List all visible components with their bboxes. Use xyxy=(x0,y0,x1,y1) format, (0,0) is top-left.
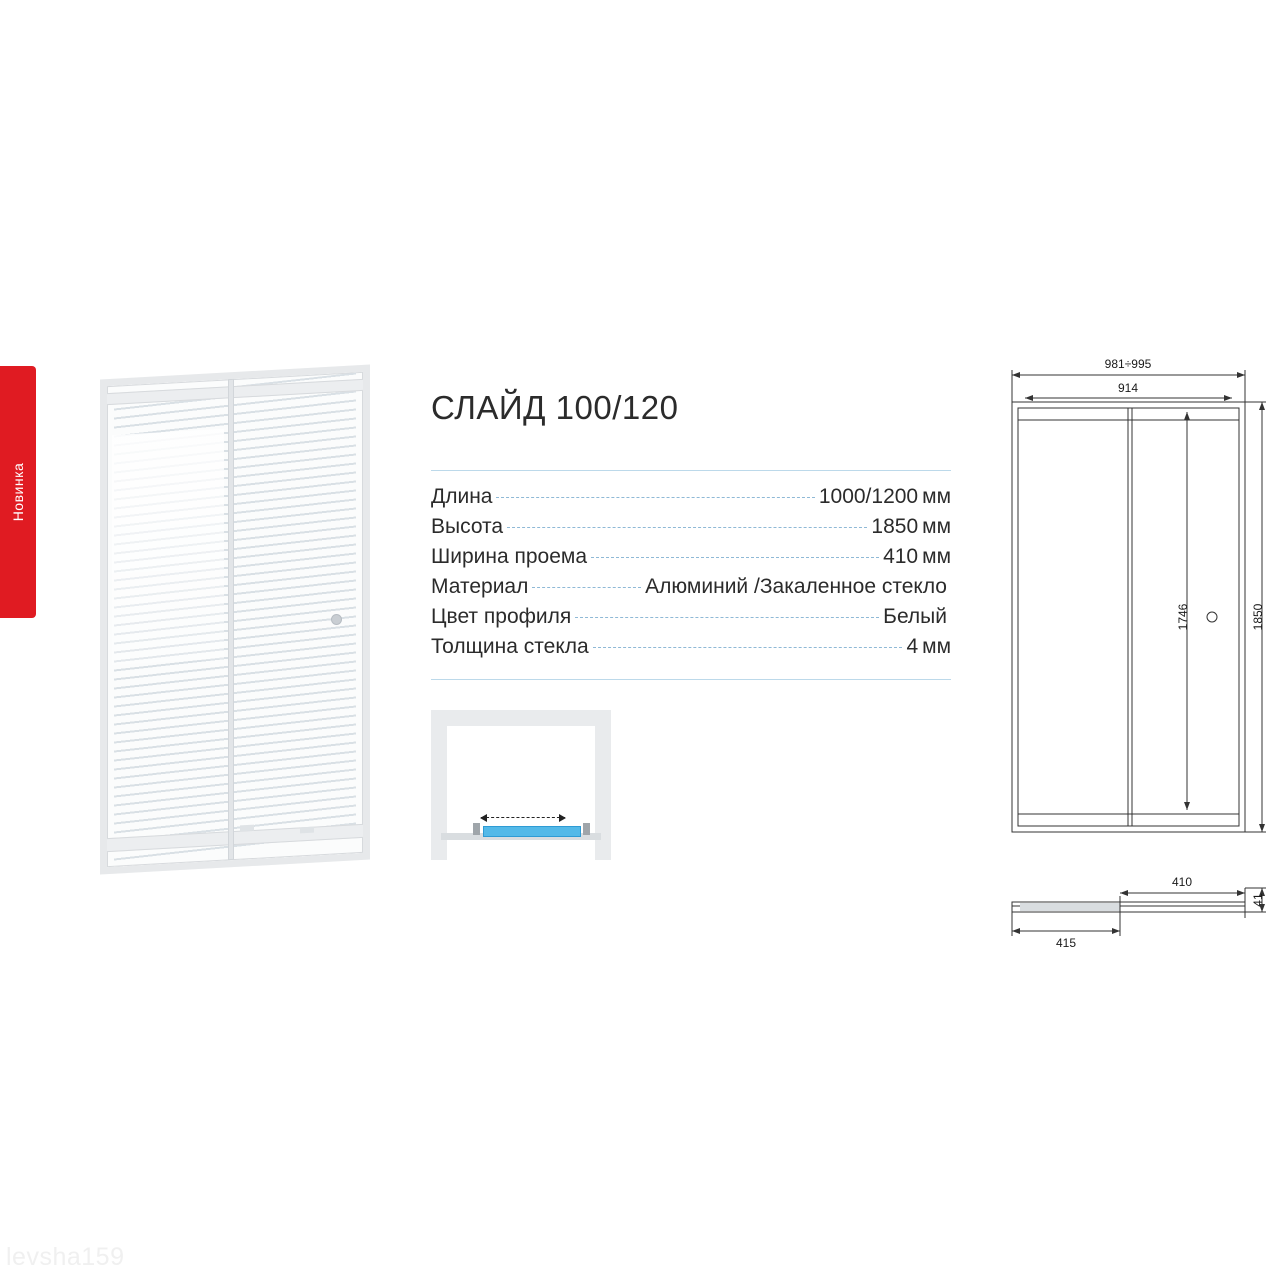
spec-unit: мм xyxy=(922,515,951,538)
center-divider-profile xyxy=(228,379,234,860)
spec-value: 4 xyxy=(906,635,919,658)
scheme-stopper-right xyxy=(583,823,590,835)
spec-label: Материал xyxy=(431,575,529,598)
page-title: СЛАЙД 100/120 xyxy=(431,389,679,426)
slide-direction-arrow-icon xyxy=(481,817,565,819)
spec-row xyxy=(431,635,951,665)
spec-row xyxy=(431,545,951,575)
spec-rule-bottom xyxy=(431,679,951,680)
spec-row xyxy=(431,605,951,635)
spec-row xyxy=(431,485,951,515)
dim-width-label: 415 xyxy=(1055,936,1077,950)
shower-door-glass xyxy=(114,372,356,866)
spec-value: 1850 xyxy=(871,515,919,538)
spec-value: Белый xyxy=(883,605,947,628)
spec-unit: мм xyxy=(922,485,951,508)
spec-unit: мм xyxy=(922,545,951,568)
dim-outer-width-label: 981÷995 xyxy=(1104,357,1152,371)
dim-inner-width-label: 914 xyxy=(1117,381,1139,395)
specification-table xyxy=(431,470,951,680)
spec-unit: мм xyxy=(922,635,951,658)
technical-drawings xyxy=(960,340,1270,980)
opening-scheme-diagram xyxy=(431,705,611,865)
spec-label: Цвет профиля xyxy=(431,605,572,628)
spec-value: 1000/1200 xyxy=(818,485,919,508)
spec-value: 410 xyxy=(883,545,919,568)
spec-dot-leader xyxy=(532,587,641,588)
spec-value: Алюминий /Закаленное стекло xyxy=(645,575,947,598)
scheme-stopper-left xyxy=(473,823,480,835)
product-photo xyxy=(100,372,370,867)
shower-door-frame xyxy=(100,364,370,874)
new-badge xyxy=(0,366,36,618)
scheme-frame-top xyxy=(431,710,611,726)
spec-row xyxy=(431,575,951,605)
dim-depth-label: 410 xyxy=(1171,875,1193,889)
spec-label: Длина xyxy=(431,485,493,508)
spec-label: Ширина проема xyxy=(431,545,588,568)
dim-thickness-label: 41 xyxy=(1251,893,1265,907)
dim-outer-height-label: 1850 xyxy=(1251,603,1265,631)
spec-dot-leader xyxy=(507,527,867,528)
spec-label: Высота xyxy=(431,515,504,538)
spec-dot-leader xyxy=(591,557,879,558)
spec-row xyxy=(431,515,951,545)
roller-left xyxy=(240,825,254,832)
scheme-sliding-panel xyxy=(483,826,581,837)
spec-dot-leader xyxy=(593,647,903,648)
watermark: levsha159 xyxy=(6,1243,125,1271)
spec-dot-leader xyxy=(496,497,814,498)
spec-dot-leader xyxy=(575,617,879,618)
dim-inner-height-label: 1746 xyxy=(1176,603,1190,631)
new-badge-label: Новинка xyxy=(10,462,26,522)
spec-rows xyxy=(431,471,951,665)
spec-label: Толщина стекла xyxy=(431,635,589,658)
roller-right xyxy=(300,827,314,834)
door-handle xyxy=(332,615,341,624)
